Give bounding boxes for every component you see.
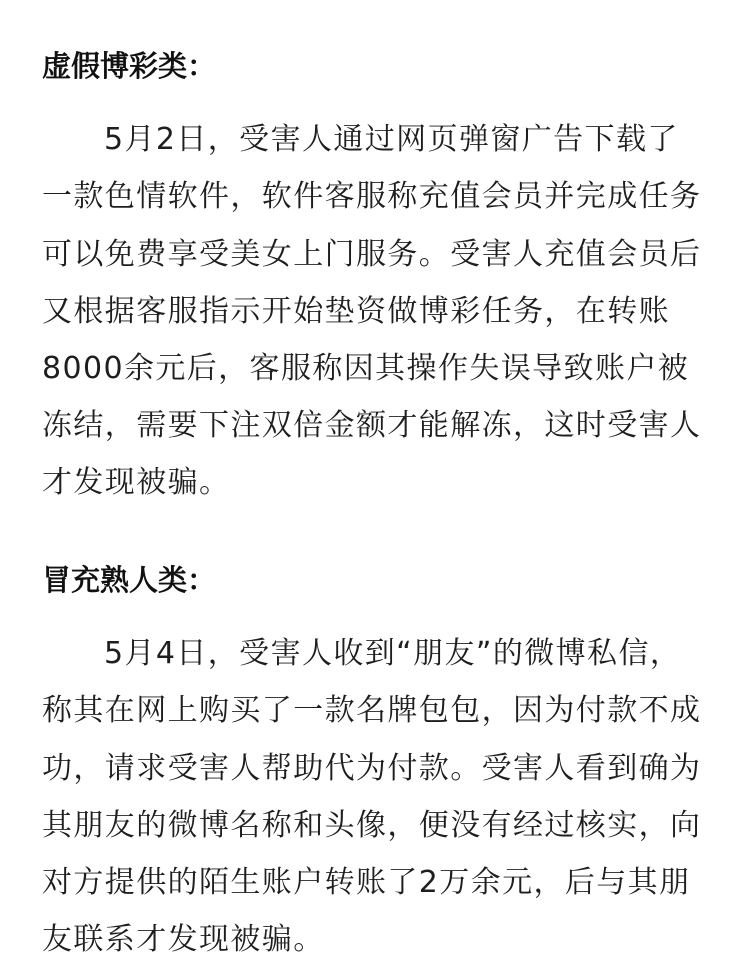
- section-title-impersonation: 冒充熟人类：: [42, 563, 217, 597]
- paragraph-line: 又根据客服指示开始垫资做博彩任务，在转账: [42, 294, 670, 329]
- paragraph-line: 8000余元后，客服称因其操作失误导致账户被: [42, 351, 690, 386]
- paragraph-line: 才发现被骗。: [42, 465, 231, 500]
- paragraph-line: 可以免费享受美女上门服务。受害人充值会员后: [42, 237, 702, 272]
- paragraph-line: 功，请求受害人帮助代为付款。受害人看到确为: [42, 751, 702, 786]
- paragraph-line: 称其在网上购买了一款名牌包包，因为付款不成: [42, 693, 702, 728]
- paragraph-line: 对方提供的陌生账户转账了2万余元，后与其朋: [42, 865, 691, 900]
- paragraph-line: 5月2日，受害人通过网页弹窗广告下载了: [104, 122, 679, 157]
- paragraph-line: 一款色情软件，软件客服称充值会员并完成任务: [42, 179, 702, 214]
- section-title-fake-gambling: 虚假博彩类：: [42, 49, 217, 83]
- paragraph-line: 其朋友的微博名称和头像，便没有经过核实，向: [42, 808, 702, 843]
- paragraph-line: 友联系才发现被骗。: [42, 922, 325, 957]
- paragraph-line: 冻结，需要下注双倍金额才能解冻，这时受害人: [42, 408, 702, 443]
- paragraph-line: 5月4日，受害人收到“朋友”的微博私信，: [104, 636, 682, 671]
